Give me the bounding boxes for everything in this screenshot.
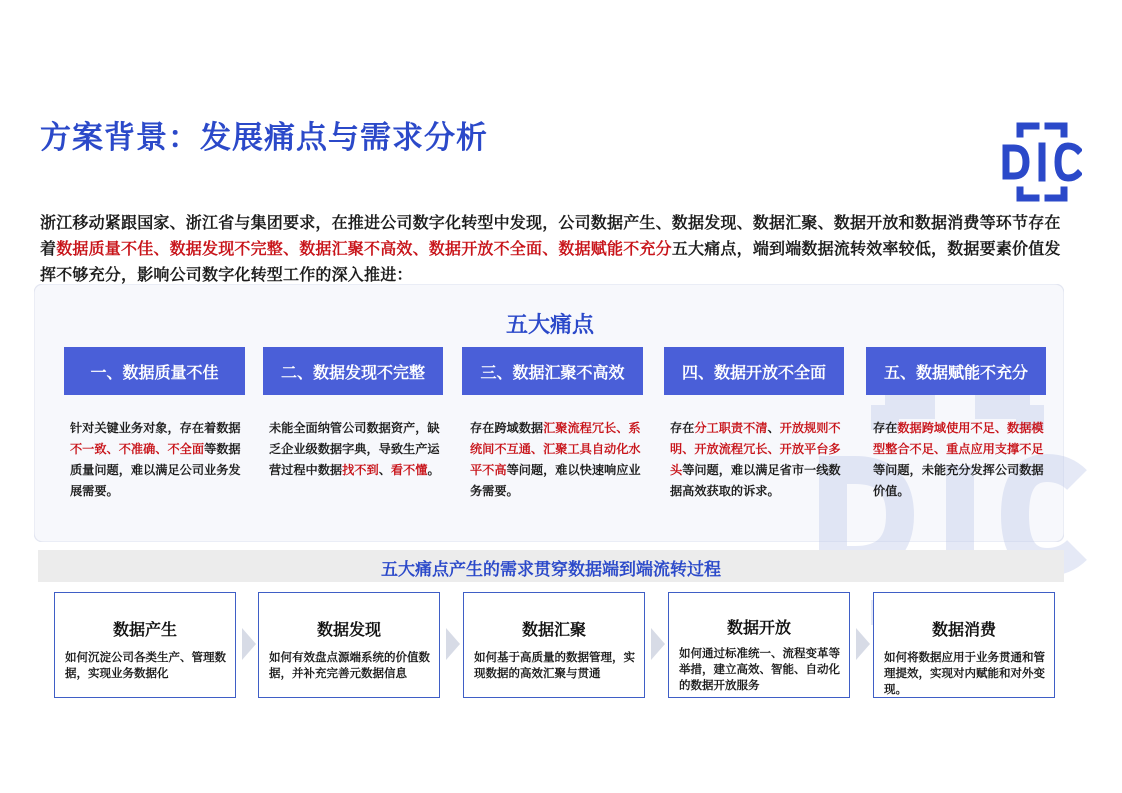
pain-desc-3 [470, 418, 648, 502]
pain-desc-highlight: 开放规则不明、开放流程冗长、开放平台多头 [670, 421, 841, 477]
pain-desc-text: 存在 [873, 421, 898, 435]
flow-desc: 如何有效盘点源端系统的价值数据，并补充完善元数据信息 [269, 650, 430, 680]
flow-title: 数据发现 [316, 620, 381, 639]
flow-desc: 如何基于高质量的数据管理，实现数据的高效汇聚与贯通 [474, 650, 635, 680]
pain-desc-text: 未能全面纳管公司数据资产，缺乏企业级数据字典，导致生产运营过程中数据 [269, 421, 440, 477]
flow-box-produce [54, 592, 236, 698]
dic-logo [1002, 120, 1082, 204]
pain-desc-text: 、 [767, 421, 780, 435]
pain-desc-highlight: 汇聚流程冗长、系统间不互通、汇聚工具自动化水平不高 [470, 421, 641, 477]
flow-arrow-icon [649, 624, 669, 664]
flow-title: 数据汇聚 [521, 620, 586, 639]
pain-desc-text: 等问题，未能充分发挥公司数据价值。 [873, 463, 1044, 498]
flow-box-aggregate [463, 592, 645, 698]
pain-header-2: 二、数据发现不完整 [263, 347, 443, 395]
pain-desc-5 [873, 418, 1045, 502]
flow-box-discover [258, 592, 440, 698]
pain-desc-text: 等问题，难以快速响应业务需要。 [470, 463, 641, 498]
page-title: 方案背景：发展痛点与需求分析 [40, 120, 488, 156]
pain-header-4: 四、数据开放不全面 [664, 347, 844, 395]
flow-arrow-icon [444, 624, 464, 664]
pain-desc-highlight: 数据跨域使用不足、数据模型整合不足、重点应用支撑不足 [873, 421, 1044, 456]
flow-desc: 如何通过标准统一、流程变革等举措，建立高效、智能、自动化的数据开放服务 [679, 646, 840, 692]
pain-desc-1 [70, 418, 248, 502]
pain-desc-text: 、 [378, 463, 391, 477]
pain-header-1: 一、数据质量不佳 [64, 347, 245, 395]
intro-paragraph [40, 210, 1070, 288]
flow-title: 数据消费 [931, 620, 996, 639]
pain-desc-text: 存在 [670, 421, 695, 435]
flow-box-consume [873, 592, 1055, 698]
flow-arrow-icon [240, 624, 260, 664]
pain-desc-text: 。 [427, 463, 440, 477]
pain-desc-4 [670, 418, 850, 502]
flow-desc: 如何沉淀公司各类生产、管理数据，实现业务数据化 [65, 650, 226, 680]
flow-arrow-icon [854, 624, 874, 664]
intro-highlight: 数据质量不佳、数据发现不完整、数据汇聚不高效、数据开放不全面、数据赋能不充分 [56, 239, 672, 258]
pain-desc-text: 等数据质量问题，难以满足公司业务发展需要。 [70, 442, 241, 498]
intro-text-2: 五大痛点，端到端数据流转效率较低，数据要素价值发挥不够充分，影响公司数字化转型工作的深入推进： [40, 239, 1061, 284]
pain-desc-text: 存在跨域数据 [470, 421, 544, 435]
pain-desc-highlight: 分工职责不清 [694, 421, 768, 435]
pain-header-3: 三、数据汇聚不高效 [462, 347, 643, 395]
intro-text-1: 浙江移动紧跟国家、浙江省与集团要求，在推进公司数字化转型中发现，公司数据产生、数据发现、数据汇聚、数据开放和数据消费等环节存在着 [40, 213, 1061, 258]
pain-desc-text: 针对关键业务对象，存在着数据 [70, 421, 241, 435]
pain-desc-highlight: 不一致、不准确、不全面 [70, 442, 205, 456]
pain-desc-highlight: 找不到 [342, 463, 379, 477]
flow-title: 数据产生 [112, 620, 177, 639]
flow-box-open [668, 592, 850, 698]
pain-desc-highlight: 看不懂 [390, 463, 428, 477]
pain-panel-title: 五大痛点 [505, 313, 594, 338]
pain-desc-2 [269, 418, 447, 481]
pain-desc-text: 等问题，难以满足省市一线数据高效获取的诉求。 [670, 463, 841, 498]
flow-title: 数据开放 [726, 618, 791, 637]
summary-band-text: 五大痛点产生的需求贯穿数据端到端流转过程 [381, 560, 721, 580]
flow-desc: 如何将数据应用于业务贯通和管理提效，实现对内赋能和对外变现。 [884, 650, 1045, 696]
pain-header-5: 五、数据赋能不充分 [866, 347, 1046, 395]
